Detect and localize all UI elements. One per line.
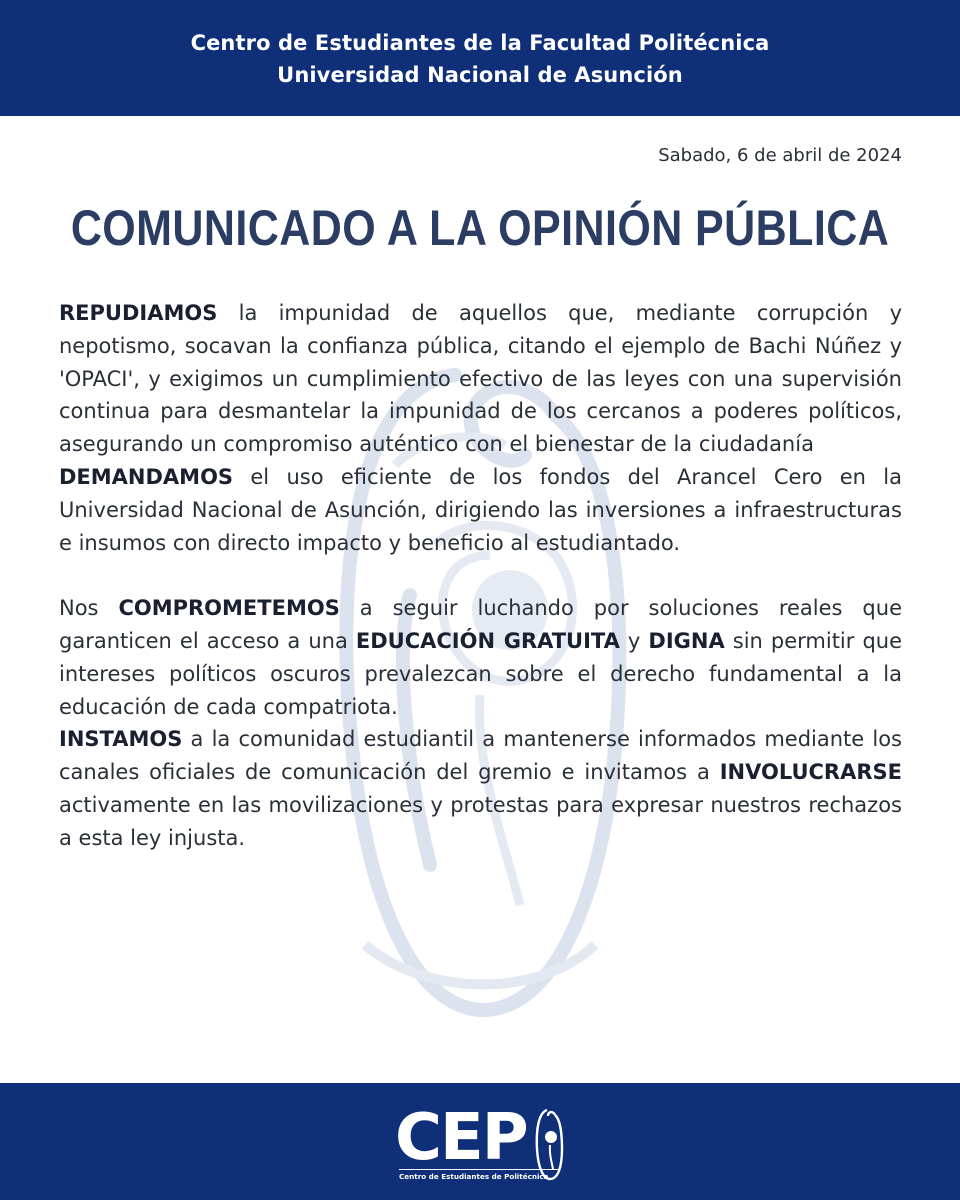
header-line-2: Universidad Nacional de Asunción (277, 63, 683, 87)
keyword-repudiamos: REPUDIAMOS (59, 301, 218, 325)
footer-banner (0, 1083, 960, 1200)
paragraph-text: el uso eficiente de los fondos del Arancel Cero en la Universidad Nacional de Asunción, dirigiendo las inversiones a infraestructuras e insumos con directo impacto y beneficio al estudiantado. (59, 464, 902, 555)
keyword-involucrarse: INVOLUCRARSE (719, 760, 902, 785)
keyword-instamos: INSTAMOS (59, 727, 183, 752)
statement-body (59, 297, 902, 855)
header-line-1: Centro de Estudiantes de la Facultad Politécnica (190, 31, 770, 55)
paragraph-instamos (59, 723, 902, 854)
paragraph-repudiamos (59, 297, 902, 461)
keyword-demandamos: DEMANDAMOS (59, 464, 234, 489)
cep-logo (395, 1103, 575, 1193)
logo-wordmark: CEP (395, 1101, 527, 1175)
paragraph-text: y (619, 628, 649, 653)
keyword-comprometemos: COMPROMETEMOS (118, 596, 340, 621)
header-banner (0, 0, 960, 116)
paragraph-comprometemos (59, 592, 902, 723)
paragraph-text: la impunidad de aquellos que, mediante corrupción y nepotismo, socavan la confianza pública, citando el ejemplo de Bachi Núñez y 'OPACI', y exigimos un cumplimiento efectivo de las leyes con una supervisión continua para desmantelar la impunidad de los cercanos a poderes políticos, asegurando un compromiso auténtico con el bienestar de la ciudadanía (59, 301, 902, 457)
paragraph-text: sin permitir que intereses políticos oscuros prevalezcan sobre el derecho fundamental a la educación de cada compatriota. (59, 628, 903, 719)
paragraph-text: Nos (59, 596, 119, 621)
paragraph-text: activamente en las movilizaciones y protestas para expresar nuestros rechazos a esta ley injusta. (59, 792, 902, 850)
keyword-digna: DIGNA (648, 628, 725, 653)
paragraph-demandamos (59, 461, 902, 559)
logo-subtitle: Centro de Estudiantes de Politécnica (399, 1169, 559, 1181)
keyword-educacion-gratuita: EDUCACIÓN GRATUITA (355, 628, 620, 653)
page-title: COMUNICADO A LA OPINIÓN PÚBLICA (70, 200, 890, 256)
paragraph-text: a seguir luchando por soluciones reales que garanticen el acceso a una (59, 596, 902, 653)
paragraph-text: a la comunidad estudiantil a mantenerse informados mediante los canales oficiales de comunicación del gremio e invitamos a (59, 727, 902, 785)
date-line: Sabado, 6 de abril de 2024 (658, 145, 902, 166)
